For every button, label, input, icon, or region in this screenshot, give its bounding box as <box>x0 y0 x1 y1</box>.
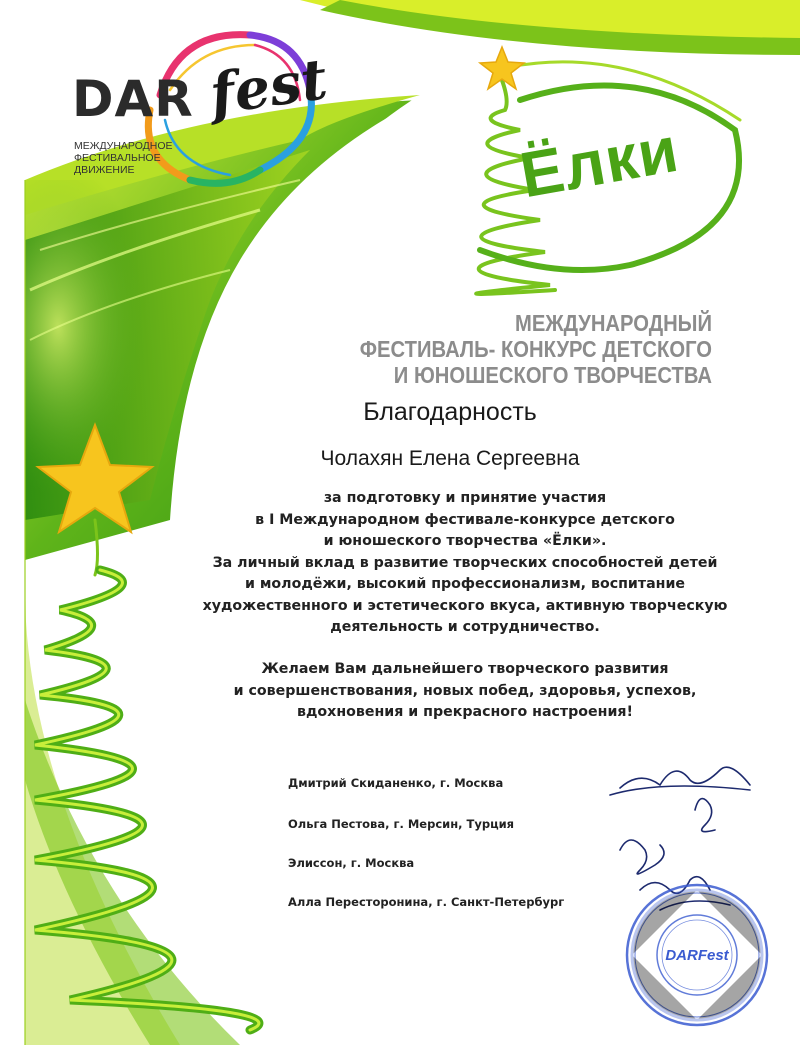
wishes-line: Желаем Вам дальнейшего творческого развития <box>261 661 669 677</box>
stamp-center-text: DARFest <box>665 947 729 964</box>
gratitude-line: и юношеского творчества «Ёлки». <box>323 533 607 549</box>
gratitude-line: за подготовку и принятие участия <box>323 490 607 506</box>
festival-heading-line: ФЕСТИВАЛЬ- КОНКУРС ДЕТСКОГО <box>359 336 712 362</box>
logo-fest-text: fest <box>205 46 332 128</box>
signatory-1: Дмитрий Скиданенко, г. Москва <box>288 776 504 790</box>
gratitude-text <box>170 488 760 639</box>
gratitude-line: в I Международном фестивале-конкурсе детского <box>255 511 675 528</box>
wishes-line: вдохновения и прекрасного настроения! <box>296 704 633 720</box>
logo-dar-text: DAR <box>72 70 194 128</box>
gratitude-line: и молодёжи, высокий профессионализм, воспитание <box>244 576 686 592</box>
festival-heading <box>358 310 712 388</box>
festival-heading-line: МЕЖДУНАРОДНЫЙ <box>515 310 712 336</box>
darfest-stamp <box>622 880 772 1030</box>
gratitude-line: деятельность и сотрудничество. <box>330 619 600 635</box>
signatory-3: Элиссон, г. Москва <box>288 856 415 870</box>
festival-name: Ёлки <box>514 112 684 212</box>
signatory-2: Ольга Пестова, г. Мерсин, Турция <box>288 817 515 831</box>
festival-heading-line: И ЮНОШЕСКОГО ТВОРЧЕСТВА <box>393 362 712 388</box>
wishes-line: и совершенствования, новых побед, здоровья, успехов, <box>233 682 697 699</box>
gratitude-line: За личный вклад в развитие творческих способностей детей <box>212 554 718 571</box>
signatory-4: Алла Пересторонина, г. Санкт-Петербург <box>288 895 565 909</box>
recipient-name: Чолахян Елена Сергеевна <box>320 447 580 470</box>
wishes-text <box>170 659 760 724</box>
logo-subtitle: МЕЖДУНАРОДНОЕ ФЕСТИВАЛЬНОЕ ДВИЖЕНИЕ <box>74 140 173 176</box>
darfest-logo <box>60 48 360 198</box>
document-title: Благодарность <box>363 398 537 426</box>
gratitude-line: художественного и эстетического вкуса, активную творческую <box>202 597 728 614</box>
